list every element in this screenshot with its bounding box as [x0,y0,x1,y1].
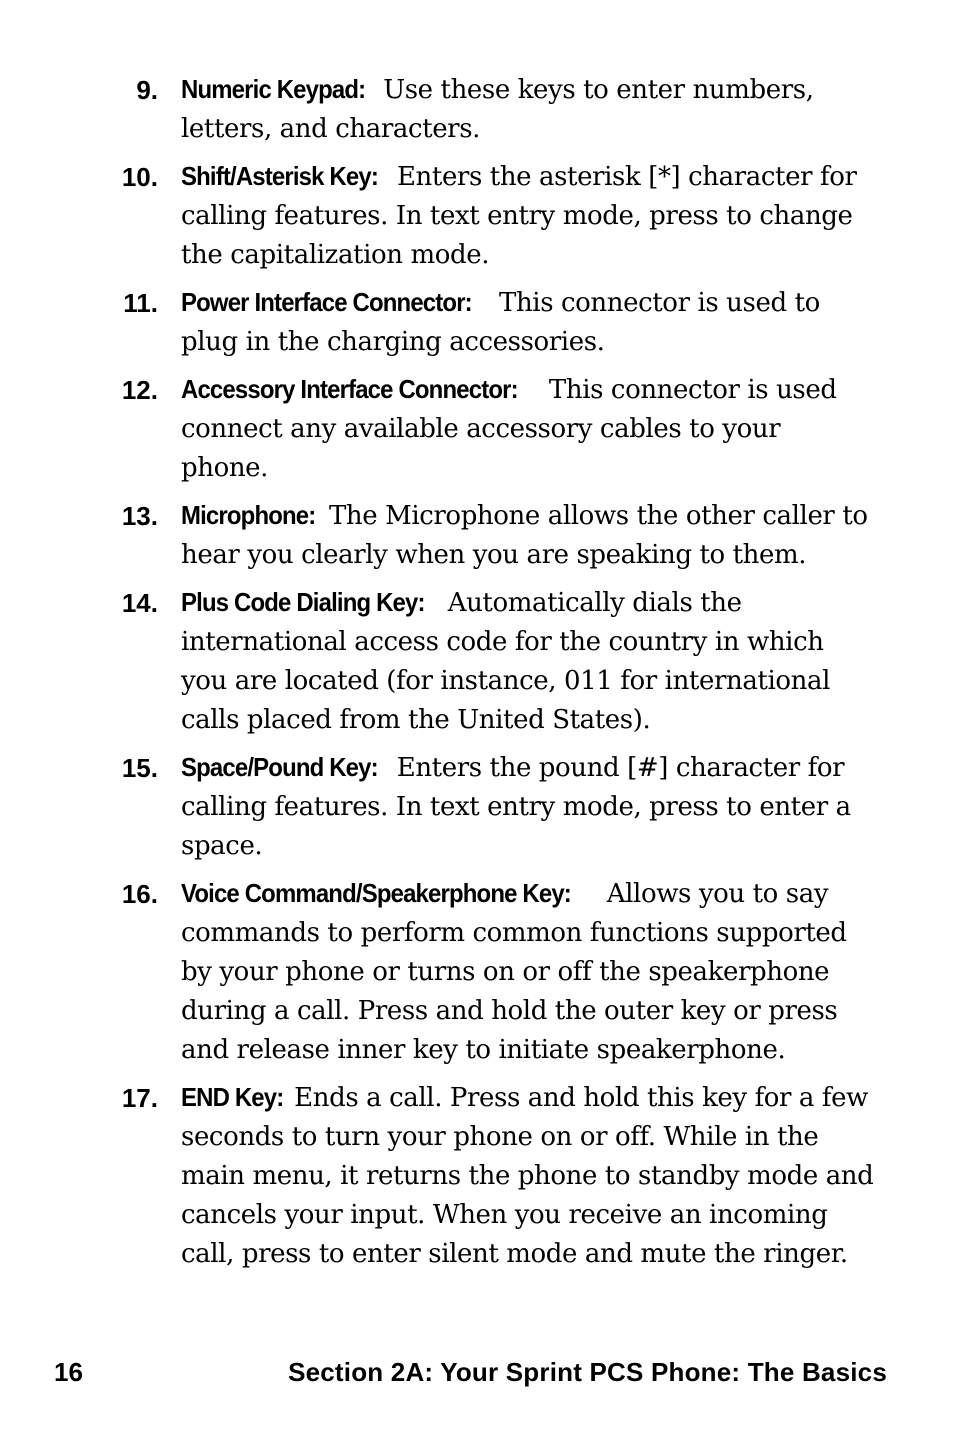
list-item [0,283,954,362]
item-term: Microphone: [181,500,316,530]
item-description [181,157,874,275]
item-term: Space/Pound Key: [181,752,378,782]
item-body: This connector is used connect any available accessory cables to your phone. [181,375,837,483]
item-term: Shift/Asterisk Key: [181,161,378,191]
item-body: Enters the asterisk [*] character for calling features. In text entry mode, press to change the capitalization mode. [181,162,857,270]
item-term: Power Interface Connector: [181,287,472,317]
list-item [0,370,954,488]
list-item [0,70,954,149]
item-description [181,70,874,149]
item-body: Ends a call. Press and hold this key for a few seconds to turn your phone on or off. While in the main menu, it returns the phone to standby mode and cancels your input. When you receive an incoming call, press to enter silent mode and mute the ringer. [181,1083,874,1269]
page-footer [0,1354,954,1394]
item-body: The Microphone allows the other caller to hear you clearly when you are speaking to them. [181,501,868,570]
item-body: Automatically dials the international access code for the country in which you are located (for instance, 011 for international calls placed from the United States). [181,588,831,735]
item-description [181,1078,874,1274]
list-item [0,1078,954,1274]
item-term: Plus Code Dialing Key: [181,587,425,617]
item-number: 16. [121,879,158,909]
item-term: Voice Command/Speakerphone Key: [181,878,571,908]
item-description [181,583,874,740]
item-term: Accessory Interface Connector: [181,374,518,404]
item-description [181,370,874,488]
item-body: Use these keys to enter numbers, letters, and characters. [181,75,814,144]
list-item [0,748,954,866]
item-description [181,496,874,575]
item-number: 11. [123,288,158,318]
section-title: Section 2A: Your Sprint PCS Phone: The Basics [288,1357,887,1387]
key-description-list [0,70,954,1282]
item-term: Numeric Keypad: [181,74,366,104]
item-description [181,874,874,1070]
item-number: 15. [121,753,158,783]
item-description [181,748,874,866]
item-term: END Key: [181,1082,284,1112]
page-number: 16 [54,1357,83,1387]
list-item [0,583,954,740]
list-item [0,496,954,575]
item-number: 13. [121,501,158,531]
item-body: This connector is used to plug in the charging accessories. [181,288,820,357]
list-item [0,874,954,1070]
item-number: 17. [121,1083,158,1113]
list-item [0,157,954,275]
item-number: 14. [121,588,158,618]
item-body: Allows you to say commands to perform common functions supported by your phone or turns on or off the speakerphone during a call. Press and hold the outer key or press and release inner key to initiate speakerphone. [181,879,847,1065]
item-number: 9. [136,75,158,105]
item-body: Enters the pound [#] character for calling features. In text entry mode, press to enter a space. [181,753,851,861]
item-number: 10. [121,162,158,192]
item-number: 12. [121,375,158,405]
item-description [181,283,874,362]
